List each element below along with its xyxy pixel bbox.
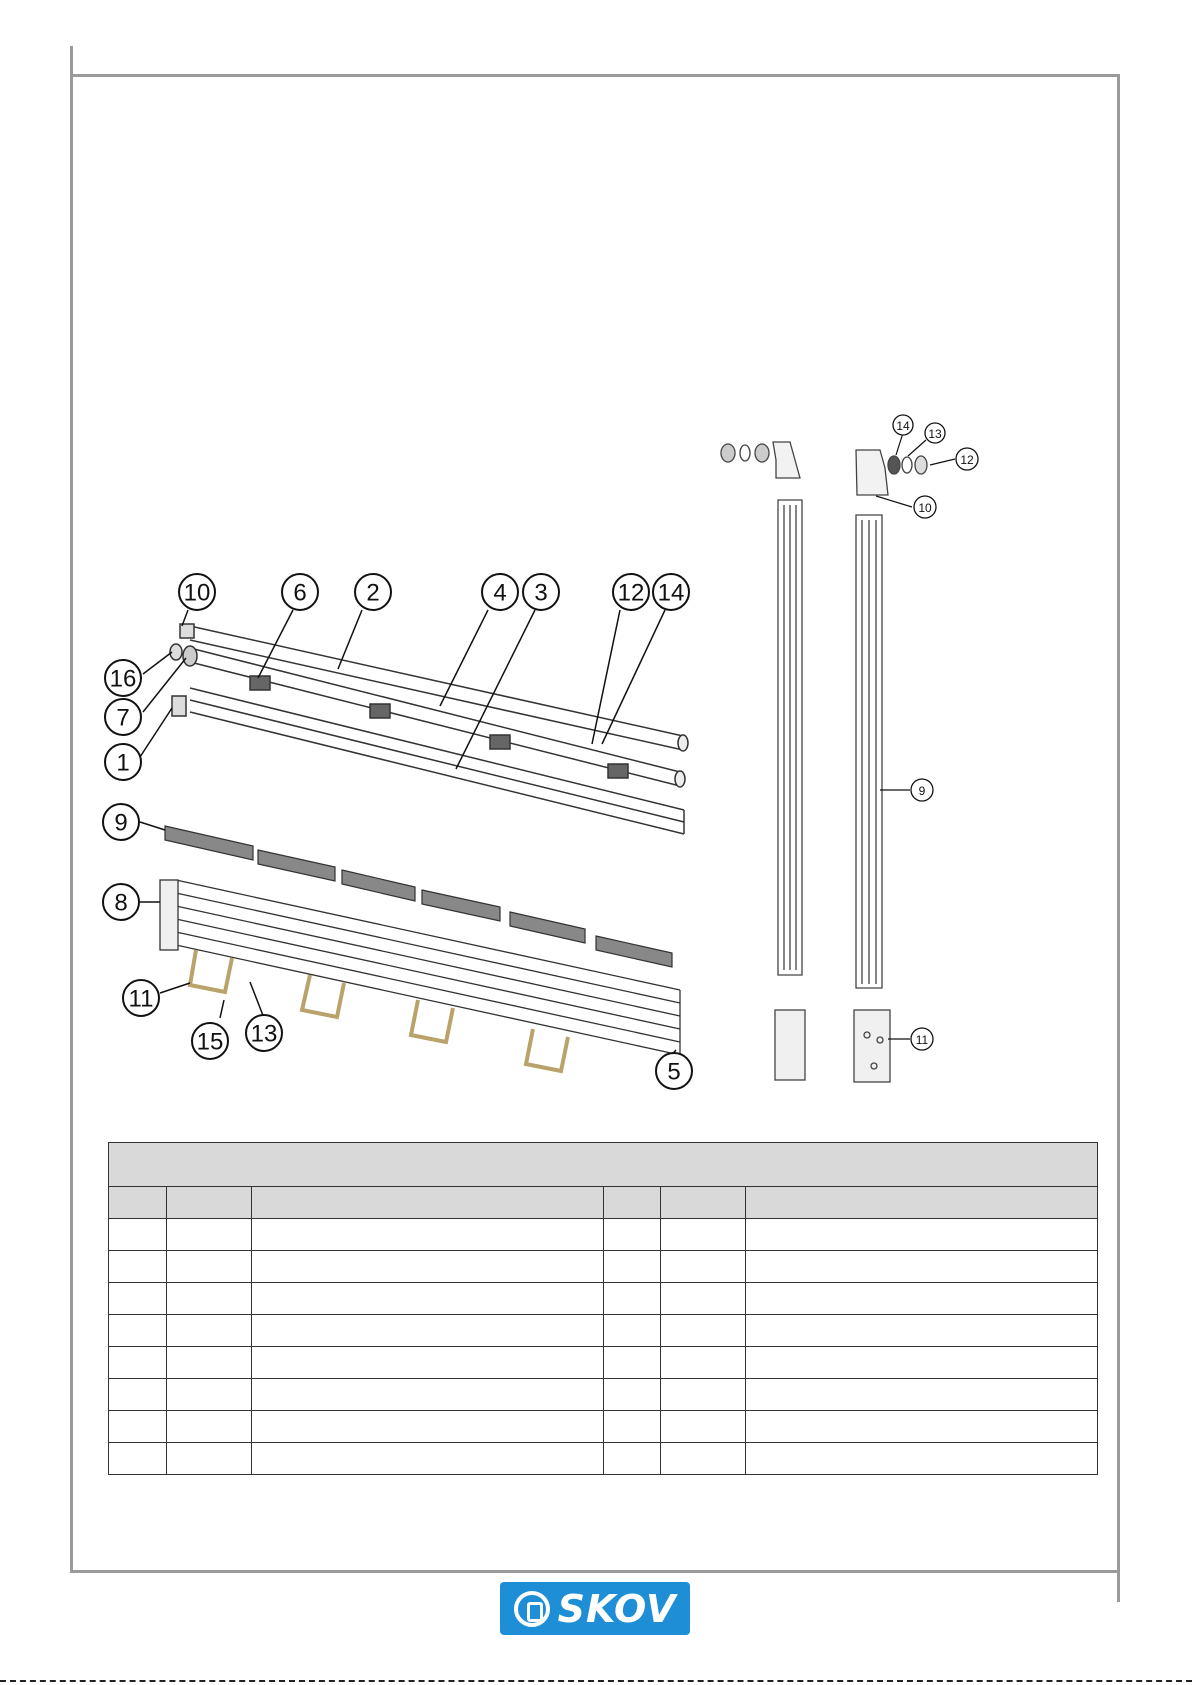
- page-frame-bottom: [70, 1570, 1120, 1573]
- callout-label: 8: [114, 889, 128, 917]
- table-cell: [746, 1315, 1098, 1347]
- end-view-right-column: [854, 450, 927, 1082]
- callout-label: 11: [915, 1033, 929, 1047]
- table-cell: [252, 1251, 604, 1283]
- callout-label: 10: [918, 501, 932, 515]
- table-cell: [661, 1315, 746, 1347]
- table-cell: [252, 1411, 604, 1443]
- table-row: [109, 1283, 1098, 1315]
- table-cell: [252, 1283, 604, 1315]
- table-cell: [604, 1411, 661, 1443]
- table-cell: [167, 1283, 252, 1315]
- trough-body: [160, 880, 680, 1062]
- table-cell: [252, 1219, 604, 1251]
- page-bottom-edge: [0, 1680, 1192, 1682]
- callout-label: 7: [116, 704, 130, 732]
- right-callouts: [876, 433, 955, 1039]
- table-cell: [167, 1251, 252, 1283]
- table-cell: [109, 1347, 167, 1379]
- callout-label: 2: [366, 579, 380, 607]
- table-cell: [746, 1283, 1098, 1315]
- table-cell: [746, 1347, 1098, 1379]
- table-cell: [109, 1379, 167, 1411]
- table-row: [109, 1379, 1098, 1411]
- table-cell: [604, 1315, 661, 1347]
- callout-label: 4: [493, 579, 507, 607]
- table-title: [109, 1143, 1098, 1187]
- column-header: [252, 1187, 604, 1219]
- table-cell: [604, 1219, 661, 1251]
- table-cell: [604, 1347, 661, 1379]
- callout-label: 15: [196, 1028, 224, 1056]
- table-cell: [252, 1379, 604, 1411]
- callout-label: 3: [534, 579, 548, 607]
- table-cell: [604, 1251, 661, 1283]
- column-header: [167, 1187, 252, 1219]
- table-cell: [109, 1283, 167, 1315]
- column-header: [109, 1187, 167, 1219]
- callout-label: 12: [617, 579, 645, 607]
- callout-label: 13: [250, 1020, 278, 1048]
- callout-label: 10: [183, 579, 211, 607]
- table-cell: [252, 1443, 604, 1475]
- table-row: [109, 1443, 1098, 1475]
- table-row: [109, 1411, 1098, 1443]
- table-cell: [661, 1443, 746, 1475]
- table-cell: [746, 1443, 1098, 1475]
- table-cell: [109, 1315, 167, 1347]
- table-title-row: [109, 1143, 1098, 1187]
- column-header: [604, 1187, 661, 1219]
- table-cell: [746, 1251, 1098, 1283]
- table-cell: [167, 1411, 252, 1443]
- table-row: [109, 1251, 1098, 1283]
- table-cell: [661, 1411, 746, 1443]
- skov-logo: [500, 1582, 690, 1635]
- page-frame-stub: [1117, 1570, 1120, 1602]
- table-cell: [167, 1219, 252, 1251]
- table-cell: [109, 1251, 167, 1283]
- skov-logo-icon: [514, 1591, 550, 1627]
- table-cell: [661, 1251, 746, 1283]
- table-cell: [661, 1219, 746, 1251]
- callout-label: 16: [109, 665, 137, 693]
- table-cell: [746, 1219, 1098, 1251]
- callout-label: 6: [293, 579, 307, 607]
- table-cell: [661, 1283, 746, 1315]
- table-cell: [604, 1283, 661, 1315]
- support-legs: [190, 950, 568, 1071]
- callout-label: 5: [667, 1058, 681, 1086]
- table-cell: [746, 1379, 1098, 1411]
- end-view-left-column: [721, 442, 805, 1080]
- callout-label: 11: [128, 985, 154, 1013]
- table-cell: [167, 1379, 252, 1411]
- table-cell: [167, 1443, 252, 1475]
- callout-label: 14: [896, 419, 910, 433]
- table-cell: [604, 1379, 661, 1411]
- callout-label: 9: [918, 784, 926, 798]
- table-column-header-row: [109, 1187, 1098, 1219]
- callout-label: 14: [657, 579, 685, 607]
- table-cell: [604, 1443, 661, 1475]
- right-callout-labels: [896, 419, 974, 1047]
- callout-label: 12: [960, 453, 974, 467]
- table-cell: [167, 1347, 252, 1379]
- table-row: [109, 1219, 1098, 1251]
- callout-label: 13: [928, 427, 942, 441]
- table-cell: [109, 1219, 167, 1251]
- column-header: [746, 1187, 1098, 1219]
- callout-label: 9: [114, 809, 128, 837]
- table-row: [109, 1347, 1098, 1379]
- callout-label: 1: [116, 749, 130, 777]
- table-cell: [661, 1379, 746, 1411]
- logo-text: SKOV: [557, 1586, 677, 1631]
- table-cell: [661, 1347, 746, 1379]
- right-callout-circles: [893, 415, 978, 1050]
- table-cell: [252, 1315, 604, 1347]
- column-header: [661, 1187, 746, 1219]
- table-cell: [746, 1411, 1098, 1443]
- table-row: [109, 1315, 1098, 1347]
- table-cell: [109, 1443, 167, 1475]
- table-cell: [167, 1315, 252, 1347]
- table-cell: [252, 1347, 604, 1379]
- table-cell: [109, 1411, 167, 1443]
- spare-parts-table: [108, 1142, 1098, 1475]
